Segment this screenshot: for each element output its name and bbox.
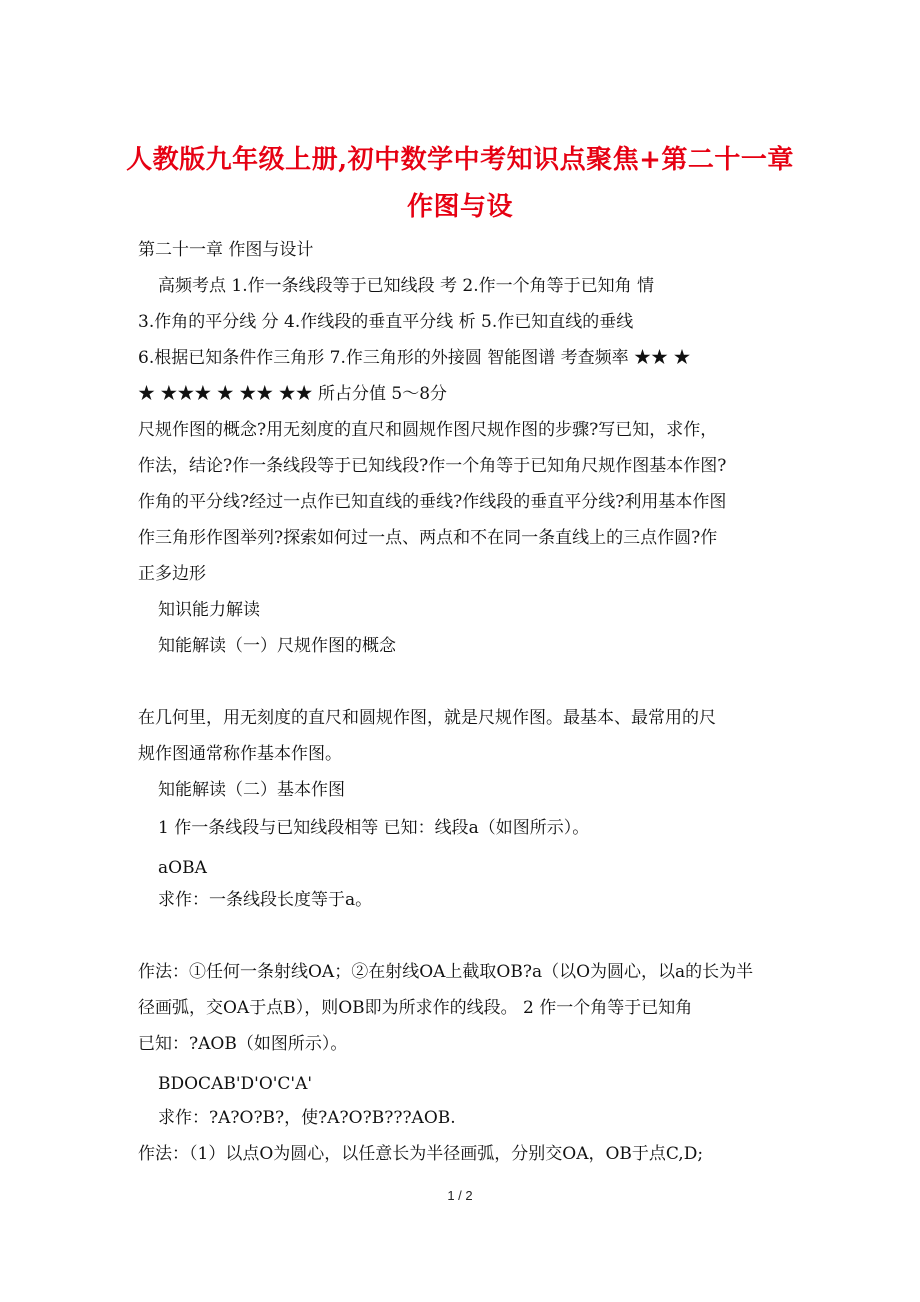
document-title-line-1: 人教版九年级上册,初中数学中考知识点聚焦+第二十一章	[126, 145, 794, 175]
body-line: 作法：①任何一条射线OA；②在射线OA上截取OB?a（以O为圆心，以a的长为半	[138, 962, 754, 982]
body-line: 在几何里，用无刻度的直尺和圆规作图，就是尺规作图。最基本、最常用的尺	[138, 708, 716, 728]
body-line: 求作：一条线段长度等于a。	[158, 890, 373, 910]
body-line: 正多边形	[138, 564, 206, 584]
body-line: 作三角形作图举列?探索如何过一点、两点和不在同一条直线上的三点作圆?作	[138, 528, 718, 548]
section-heading: 知能解读（一）尺规作图的概念	[158, 636, 396, 656]
body-line: 作角的平分线?经过一点作已知直线的垂线?作线段的垂直平分线?利用基本作图	[138, 492, 727, 512]
document-title-line-2: 作图与设	[406, 192, 513, 222]
body-line: ★ ★★★ ★ ★★ ★★ 所占分值 5～8分	[138, 384, 448, 404]
section-heading: 知能解读（二）基本作图	[158, 780, 345, 800]
body-line: 规作图通常称作基本作图。	[138, 744, 342, 764]
chapter-heading: 第二十一章 作图与设计	[138, 240, 314, 260]
body-line: 尺规作图的概念?用无刻度的直尺和圆规作图尺规作图的步骤?写已知，求作，	[138, 420, 718, 440]
body-line: 6.根据已知条件作三角形 7.作三角形的外接圆 智能图谱 考查频率 ★★ ★	[138, 348, 691, 368]
figure-label: aOBA	[158, 858, 207, 878]
body-line: 作法，结论?作一条线段等于已知线段?作一个角等于已知角尺规作图基本作图?	[138, 456, 727, 476]
page-number: 1 / 2	[447, 1188, 473, 1203]
figure-label: BDOCAB'D'O'C'A'	[158, 1074, 313, 1094]
body-line: 3.作角的平分线 分 4.作线段的垂直平分线 析 5.作已知直线的垂线	[138, 312, 634, 332]
section-heading: 知识能力解读	[158, 600, 260, 620]
body-line: 已知：?AOB（如图所示）。	[138, 1034, 348, 1054]
body-line: 求作：?A?O?B?，使?A?O?B???AOB.	[158, 1108, 456, 1128]
body-line: 1 作一条线段与已知线段相等 已知：线段a（如图所示）。	[158, 818, 590, 838]
body-line: 作法：（1）以点O为圆心，以任意长为半径画弧，分别交OA，OB于点C,D;	[138, 1144, 704, 1164]
body-line: 高频考点 1.作一条线段等于已知线段 考 2.作一个角等于已知角 情	[158, 276, 655, 296]
body-line: 径画弧，交OA于点B），则OB即为所求作的线段。 2 作一个角等于已知角	[138, 998, 693, 1018]
